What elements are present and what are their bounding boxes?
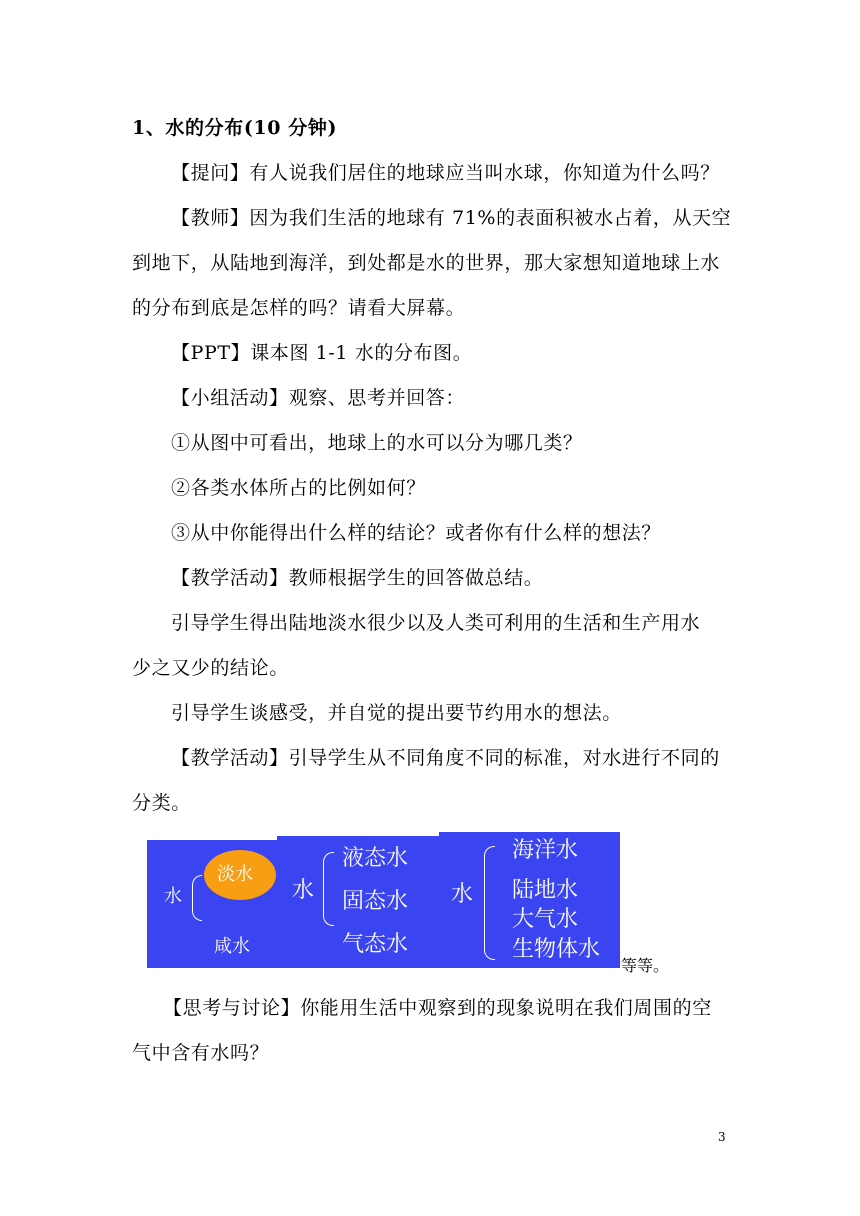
section-heading: 1、水的分布(10 分钟) [132,117,338,139]
salt-water-label: 咸水 [214,936,250,957]
question-item: ②各类水体所占的比例如何？ [171,477,426,499]
diagram-root-label: 水 [292,878,315,903]
paragraph-line: 分类。 [132,792,191,814]
paragraph-line: 【教师】因为我们生活的地球有 71%的表面积被水占着，从天空 [171,207,732,229]
diagram-root-label: 水 [164,886,182,907]
fresh-water-label: 淡水 [217,864,253,885]
diagram-trailing-text: 等等。 [621,956,670,975]
category-label: 陆地水 [512,878,579,903]
brace-icon [323,852,334,926]
discussion-line: 【思考与讨论】你能用生活中观察到的现象说明在我们周围的空 [163,997,712,1019]
paragraph-line: 引导学生得出陆地淡水很少以及人类可利用的生活和生产用水 [171,612,701,634]
category-label: 气态水 [342,932,409,957]
paragraph-line: 【教学活动】教师根据学生的回答做总结。 [171,567,544,589]
brace-icon [192,875,202,921]
paragraph-line: 【教学活动】引导学生从不同角度不同的标准，对水进行不同的 [171,747,720,769]
category-label: 液态水 [342,846,409,871]
category-label: 海洋水 [512,838,579,863]
paragraph-line: 少之又少的结论。 [132,657,289,679]
category-label: 大气水 [512,907,579,932]
question-item: ①从图中可看出，地球上的水可以分为哪几类？ [171,432,583,454]
question-item: ③从中你能得出什么样的结论？或者你有什么样的想法？ [171,522,662,544]
page-number: 3 [718,1130,726,1144]
paragraph-line: 【PPT】课本图 1-1 水的分布图。 [171,342,473,364]
paragraph-line: 的分布到底是怎样的吗？请看大屏幕。 [132,297,466,319]
category-label: 生物体水 [512,937,601,962]
diagram-root-label: 水 [451,882,474,907]
paragraph-line: 【小组活动】观察、思考并回答： [171,387,466,409]
paragraph-line: 引导学生谈感受，并自觉的提出要节约用水的想法。 [171,702,622,724]
paragraph-line: 到地下，从陆地到海洋，到处都是水的世界，那大家想知道地球上水 [132,252,721,274]
brace-icon [484,846,495,960]
discussion-line: 气中含有水吗？ [132,1042,270,1064]
category-label: 固态水 [342,889,409,914]
paragraph-line: 【提问】有人说我们居住的地球应当叫水球，你知道为什么吗？ [171,162,720,184]
